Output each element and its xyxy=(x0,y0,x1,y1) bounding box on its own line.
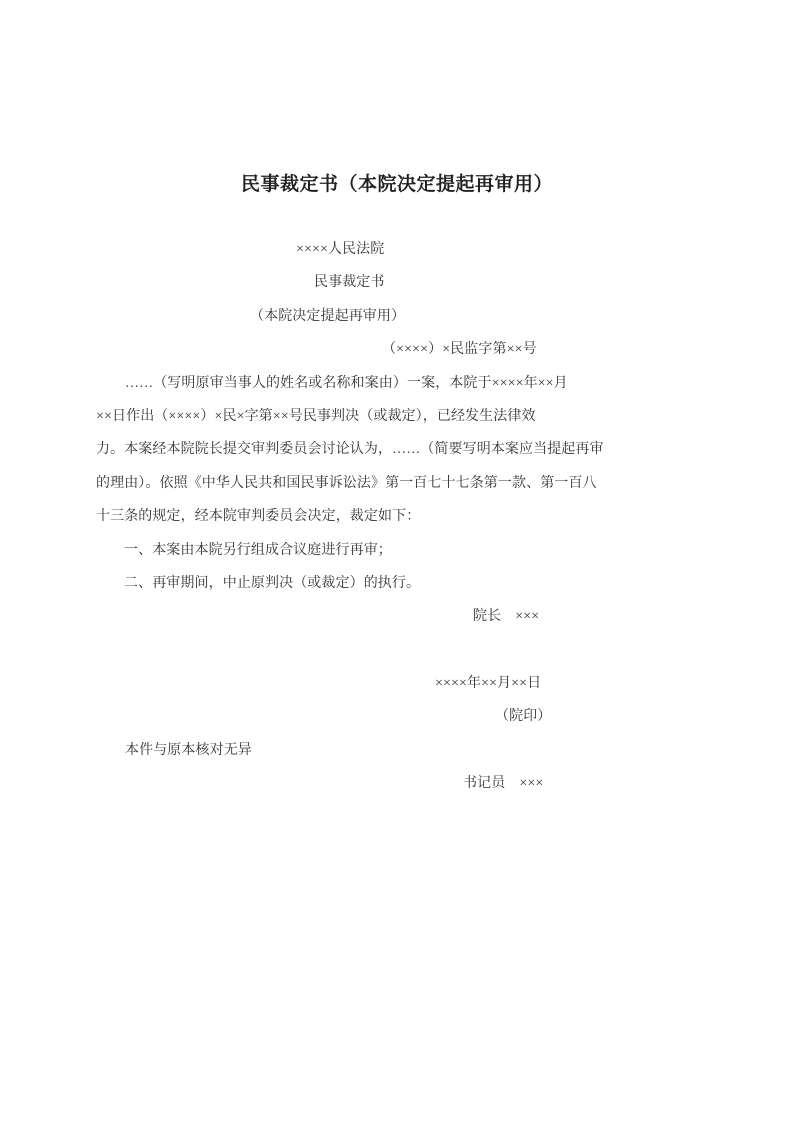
ruling-item: 二、再审期间，中止原判决（或裁定）的执行。 xyxy=(124,575,421,591)
body-line: 十三条的规定，经本院审判委员会决定，裁定如下： xyxy=(96,509,421,525)
document-body xyxy=(0,233,794,801)
body-line: ××日作出（××××）×民×字第××号民事判决（或裁定），已经发生法律效 xyxy=(96,408,536,424)
case-number: （××××）×民监字第××号 xyxy=(382,342,537,358)
body-line: ……（写明原审当事人的姓名或名称和案由）一案，本院于××××年××月 xyxy=(125,375,568,391)
verification-note: 本件与原本核对无异 xyxy=(125,742,252,758)
clerk-signature: 书记员 ××× xyxy=(463,776,544,792)
document-title: 民事裁定书（本院决定提起再审用） xyxy=(240,174,553,195)
court-name: ××××人民法院 xyxy=(296,242,385,257)
document-type: 民事裁定书 xyxy=(314,275,385,291)
body-line: 的理由）。依照《中华人民共和国民事诉讼法》第一百七十七条第一款、第一百八 xyxy=(96,475,597,491)
president-signature: 院长 ××× xyxy=(473,609,540,625)
usage-note: （本院决定提起再审用） xyxy=(250,308,406,324)
body-line: 力。本案经本院院长提交审判委员会讨论认为，……（简要写明本案应当提起再审 xyxy=(96,442,604,458)
spacer-line xyxy=(0,634,794,667)
court-seal-placeholder: （院印） xyxy=(495,709,552,725)
ruling-item: 一、本案由本院另行组成合议庭进行再审； xyxy=(124,542,392,558)
document-date: ××××年××月××日 xyxy=(435,676,542,692)
